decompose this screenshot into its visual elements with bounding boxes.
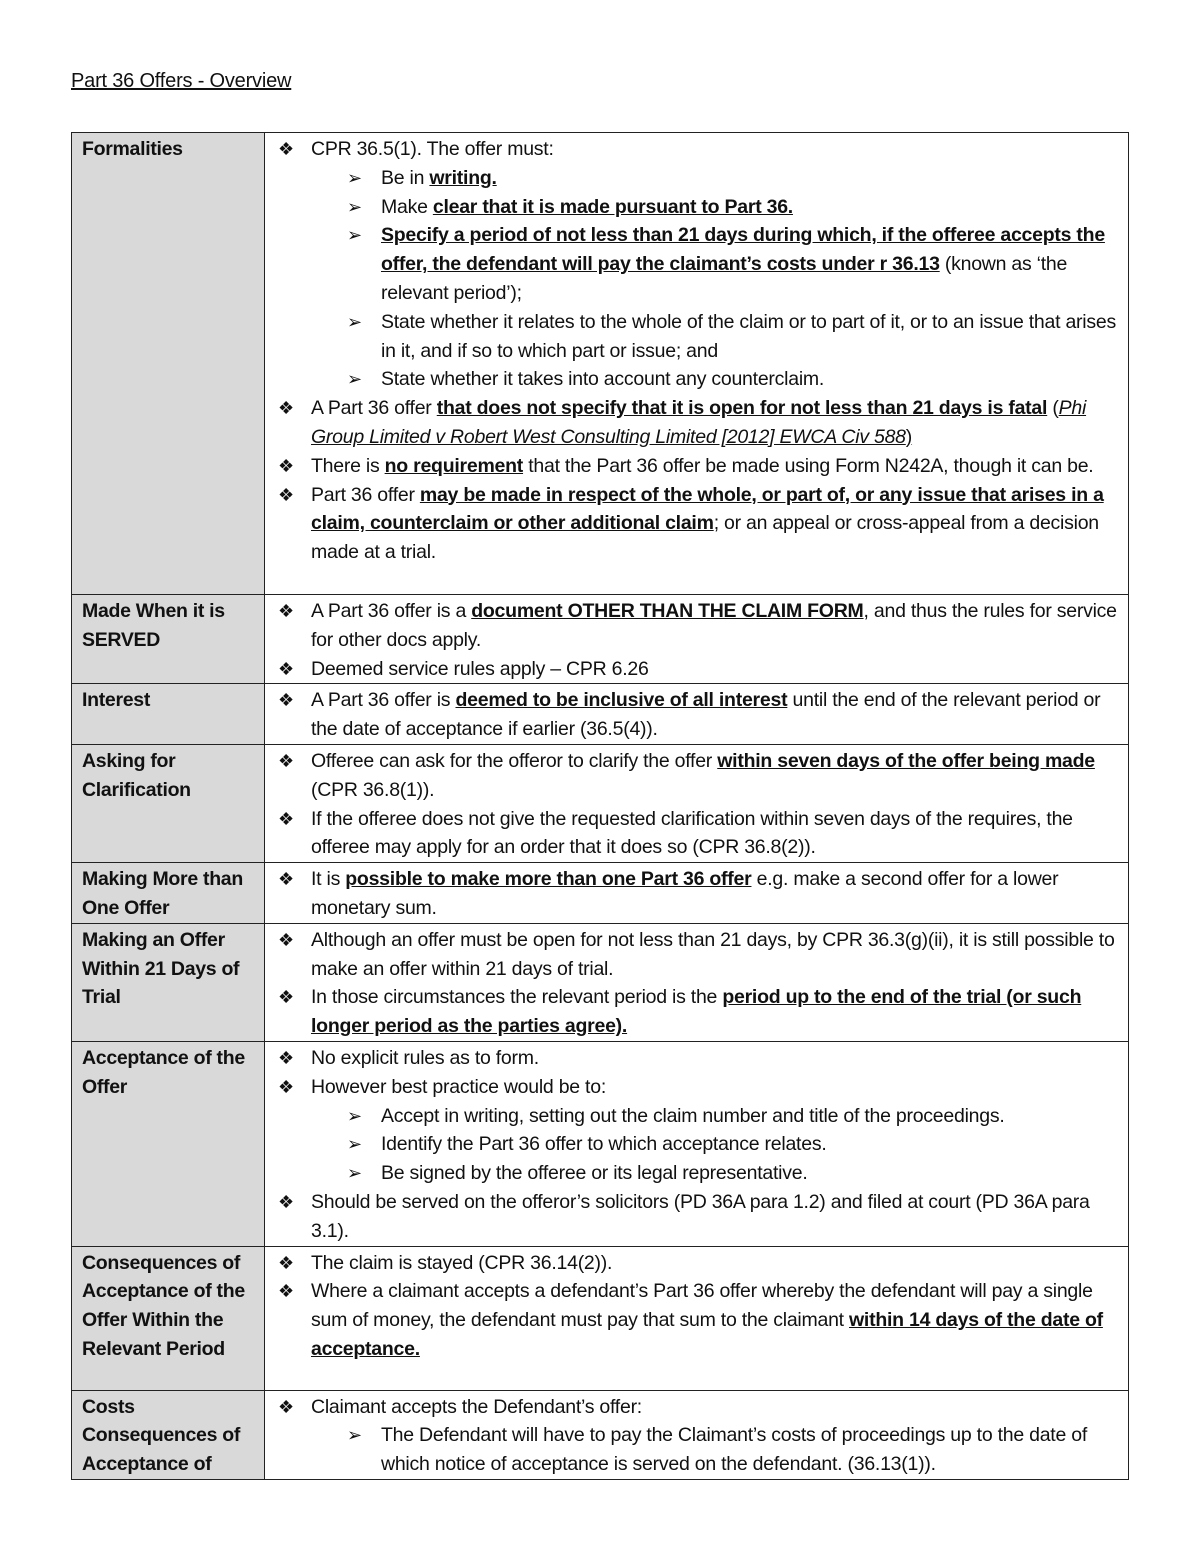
list-item: ➢ Make clear that it is made pursuant to Part 36. [265,193,1120,222]
list-item: ❖ Where a claimant accepts a defendant’s Part 36 offer whereby the defendant will pay a single sum of money, the defendant must pay that sum to the claimant within 14 days of the date of acceptance. [265,1277,1120,1363]
table-row [72,684,1129,745]
list-item: ➢ Accept in writing, setting out the claim number and title of the proceedings. [265,1102,1120,1131]
list-item: ❖ A Part 36 offer is deemed to be inclusive of all interest until the end of the relevant period or the date of acceptance if earlier (36.5(4)). [265,686,1120,744]
row-content [265,1246,1129,1390]
diamond-bullet-icon: ❖ [278,1281,294,1302]
row-content [265,595,1129,684]
arrow-bullet-icon: ➢ [347,1425,362,1446]
row-content [265,1041,1129,1246]
diamond-bullet-icon: ❖ [278,1047,294,1068]
diamond-bullet-icon: ❖ [278,1252,294,1273]
table-row [72,595,1129,684]
diamond-bullet-icon: ❖ [278,987,294,1008]
row-heading: Making an Offer Within 21 Days of Trial [72,923,265,1041]
table-row [72,1246,1129,1390]
arrow-bullet-icon: ➢ [347,369,362,390]
list-item: ❖ The claim is stayed (CPR 36.14(2)). [265,1249,1120,1278]
diamond-bullet-icon: ❖ [278,929,294,950]
page-title: Part 36 Offers - Overview [71,70,292,92]
row-heading: Making More than One Offer [72,863,265,924]
list-item: ❖ Part 36 offer may be made in respect of the whole, or part of, or any issue that arises in a claim, counterclaim or other additional claim; or an appeal or cross-appeal from a decision made at a trial. [265,481,1120,567]
diamond-bullet-icon: ❖ [278,869,294,890]
arrow-bullet-icon: ➢ [347,225,362,246]
diamond-bullet-icon: ❖ [278,690,294,711]
diamond-bullet-icon: ❖ [278,808,294,829]
row-heading: Made When it is SERVED [72,595,265,684]
diamond-bullet-icon: ❖ [278,484,294,505]
diamond-bullet-icon: ❖ [278,1191,294,1212]
overview-table [71,132,1129,1480]
list-item: ➢ State whether it takes into account any counterclaim. [265,365,1120,394]
arrow-bullet-icon: ➢ [347,311,362,332]
list-item: ➢ The Defendant will have to pay the Claimant’s costs of proceedings up to the date of which notice of acceptance is served on the defendant. (36.13(1)). [265,1421,1120,1479]
row-content [265,1390,1129,1479]
row-heading: Consequences of Acceptance of the Offer Within the Relevant Period [72,1246,265,1390]
diamond-bullet-icon: ❖ [278,601,294,621]
row-content [265,923,1129,1041]
diamond-bullet-icon: ❖ [278,139,294,159]
row-heading: Costs Consequences of Acceptance of [72,1390,265,1479]
diamond-bullet-icon: ❖ [278,1076,294,1097]
table-row [72,1390,1129,1479]
table-row [72,1041,1129,1246]
table-row [72,923,1129,1041]
list-item: ➢ State whether it relates to the whole of the claim or to part of it, or to an issue that arises in it, and if so to which part or issue; and [265,308,1120,366]
diamond-bullet-icon: ❖ [278,1396,294,1417]
list-item: ❖ Although an offer must be open for not less than 21 days, by CPR 36.3(g)(ii), it is still possible to make an offer within 21 days of trial. [265,926,1120,984]
row-heading: Formalities [72,133,265,595]
list-item: ❖ If the offeree does not give the requested clarification within seven days of the requires, the offeree may apply for an order that it does so (CPR 36.8(2)). [265,805,1120,863]
diamond-bullet-icon: ❖ [278,750,294,771]
list-item: ❖ Deemed service rules apply – CPR 6.26 [265,655,1120,684]
diamond-bullet-icon: ❖ [278,658,294,679]
diamond-bullet-icon: ❖ [278,398,294,419]
list-item: ➢ Be signed by the offeree or its legal representative. [265,1159,1120,1188]
row-heading: Asking for Clarification [72,744,265,862]
arrow-bullet-icon: ➢ [347,196,362,217]
list-item: ❖ There is no requirement that the Part 36 offer be made using Form N242A, though it can be. [265,452,1120,481]
row-heading: Interest [72,684,265,745]
list-item: ❖ In those circumstances the relevant period is the period up to the end of the trial (or such longer period as the parties agree). [265,983,1120,1041]
table-row [72,863,1129,924]
list-item: ❖ Should be served on the offeror’s solicitors (PD 36A para 1.2) and filed at court (PD 36A para 3.1). [265,1188,1120,1246]
list-item: ➢ Be in writing. [265,164,1120,193]
arrow-bullet-icon: ➢ [347,1105,362,1126]
arrow-bullet-icon: ➢ [347,1163,362,1184]
list-item: ❖ No explicit rules as to form. [265,1044,1120,1073]
arrow-bullet-icon: ➢ [347,167,362,188]
case-citation: Phi Group Limited v Robert West Consulting Limited [2012] EWCA Civ 588 [311,397,1087,448]
row-content [265,133,1129,595]
row-content [265,744,1129,862]
row-heading: Acceptance of the Offer [72,1041,265,1246]
list-item: ❖ A Part 36 offer that does not specify that it is open for not less than 21 days is fatal (Phi Group Limited v Robert West Consulting Limited [2012] EWCA Civ 588) [265,394,1120,452]
list-item: ➢ Specify a period of not less than 21 days during which, if the offeree accepts the offer, the defendant will pay the claimant’s costs under r 36.13 (known as ‘the relevant period’); [265,221,1120,307]
list-item: ❖ Claimant accepts the Defendant’s offer: [265,1393,1120,1422]
table-row [72,133,1129,595]
row-content [265,684,1129,745]
list-item: ❖ It is possible to make more than one Part 36 offer e.g. make a second offer for a lower monetary sum. [265,865,1120,923]
list-item: ❖ Offeree can ask for the offeror to clarify the offer within seven days of the offer being made (CPR 36.8(1)). [265,747,1120,805]
list-item: ❖ CPR 36.5(1). The offer must: [265,135,1120,164]
row-content [265,863,1129,924]
list-item: ➢ Identify the Part 36 offer to which acceptance relates. [265,1130,1120,1159]
list-item: ❖ However best practice would be to: [265,1073,1120,1102]
arrow-bullet-icon: ➢ [347,1134,362,1155]
table-row [72,744,1129,862]
diamond-bullet-icon: ❖ [278,455,294,476]
list-item: ❖ A Part 36 offer is a document OTHER THAN THE CLAIM FORM, and thus the rules for service for other docs apply. [265,597,1120,655]
